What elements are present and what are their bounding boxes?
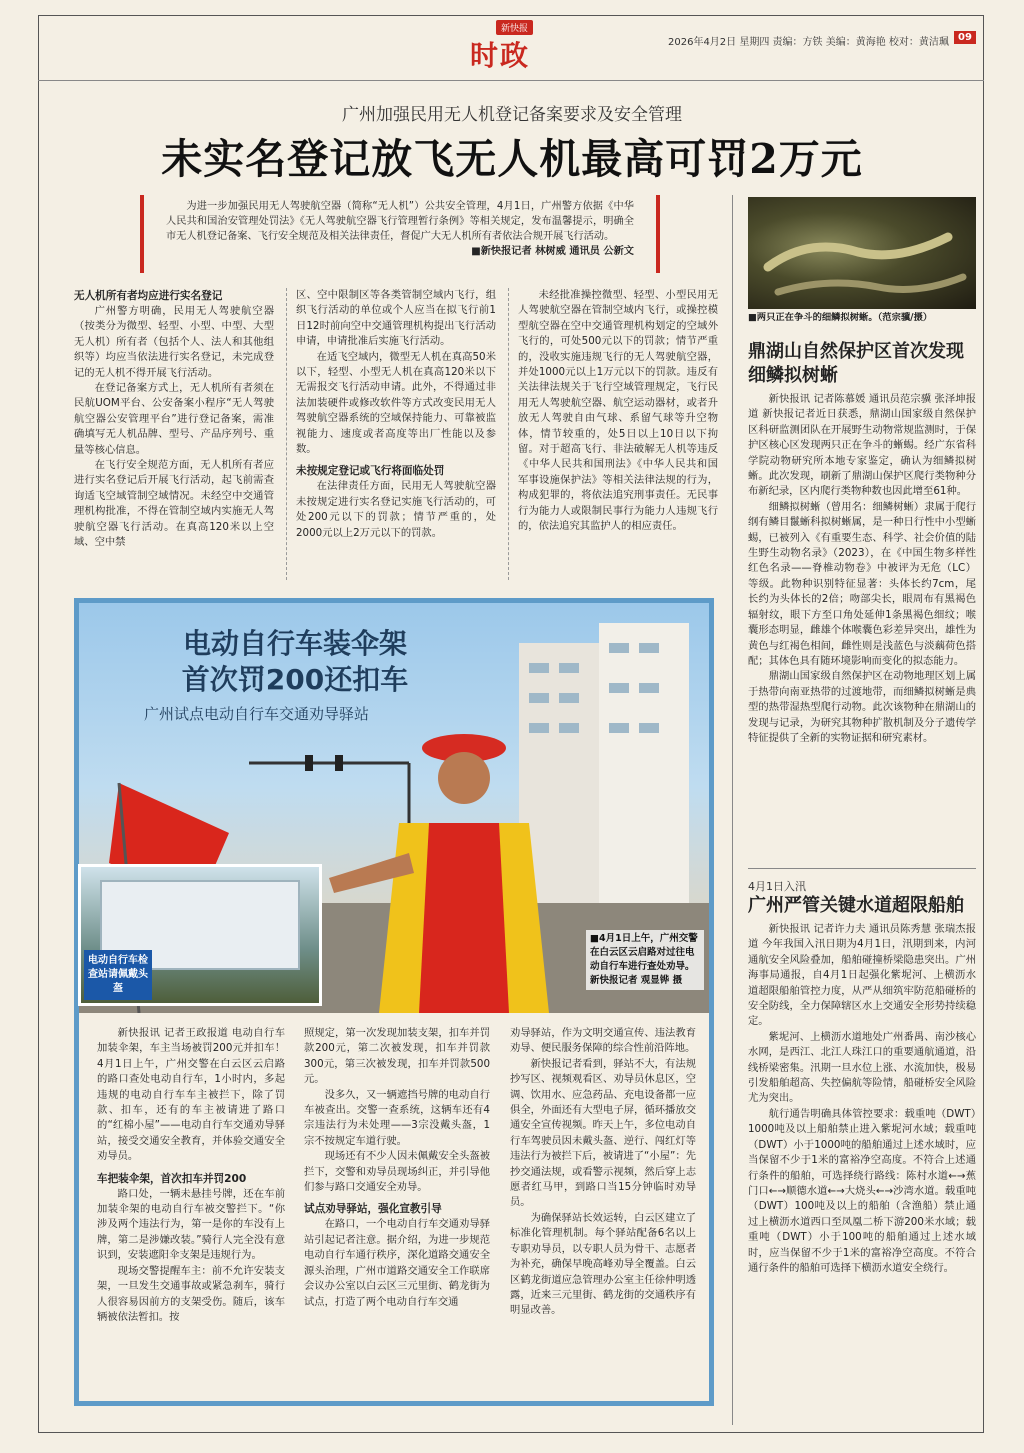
paragraph: 紫坭河、上横沥水道地处广州番禺、南沙核心水网，是西江、北江人珠江口的重要通航通道，沿线桥梁密集。汛期一旦水位上涨、水流加快，极易引发船舶超高、失控偏航等险情，船碰桥安全风险尤为突出。 (748, 1030, 976, 1105)
paragraph: 在法律责任方面，民用无人驾驶航空器未按规定进行实名登记实施飞行活动的，可处200元以下的罚款；情节严重的，处2000元以上2万元以下的罚款。 (296, 480, 496, 539)
subhead: 未按规定登记或飞行将面临处罚 (296, 465, 445, 478)
lizard-headline: 鼎湖山自然保护区首次发现细鳞拟树蜥 (748, 341, 964, 386)
right-column-rule (732, 195, 733, 1425)
waterway-headline: 广州严管关键水道超限船舶 (748, 895, 964, 916)
lead-box (140, 195, 660, 273)
paragraph: 区、空中限制区等各类管制空域内飞行，组织飞行活动的单位或个人应当在拟飞行前1日12时前向空中交通管理机构提出飞行活动申请，申请批准后实施飞行活动。 (296, 289, 496, 348)
paragraph: 新快报讯 记者许力夫 通讯员陈秀慧 张瑞杰报道 今年我国入汛日期为4月1日，汛期到来，内河通航安全风险叠加，船舶碰撞桥梁隐患突出。广州海事局通报，自4月1日起强化紫坭河、上横沥水道超限船舶管控力度，从严从细筑牢防范船碰桥的安全防线，全力保障辖区水上交通安全形势持续稳定。 (748, 923, 976, 1028)
feature-subtitle: 广州试点电动自行车交通劝导驿站 (144, 705, 370, 723)
article-column-2 (296, 288, 496, 541)
paragraph: 现场还有不少人因未佩戴安全头盔被拦下，交警和劝导员现场纠正，并引导他们参与路口交通安全劝导。 (304, 1150, 490, 1194)
subhead: 车把装伞架，首次扣车并罚200 (97, 1172, 247, 1185)
paragraph: 在飞行安全规范方面，无人机所有者应进行实名登记后开展飞行活动，起飞前需查询适飞空域管制空域情况。未经空中交通管理机构批准，不得在管制空域内实施无人驾驶航空器飞行活动。在真高120米以上空域、空中禁 (74, 459, 274, 549)
paragraph: 照规定，第一次发现加装支架，扣车并罚款200元，第二次被发现，扣车并罚款300元，第三次被发现，扣车并罚款500元。 (304, 1027, 490, 1086)
photo-caption: ■4月1日上午，广州交警在白云区云启路对过往电动自行车进行查处劝导。 新快报记者 观显铧 摄 (586, 930, 704, 990)
subhead: 试点劝导驿站，强化宣教引导 (304, 1203, 442, 1216)
article-column-1 (74, 288, 274, 551)
header-rule (38, 80, 984, 81)
waterway-kicker: 4月1日入汛 (748, 880, 806, 893)
paragraph: 航行通告明确具体管控要求：载重吨（DWT）1000吨及以上船舶禁止进入紫坭河水域；载重吨（DWT）小于1000吨的船舶通过上述水域时，应当保留不少于1米的富裕净空高度。不符合上述通行条件的船舶，可选择绕行路线：陈村水道←→蕉门口←→顺德水道←→大烧头←→沙湾水道。载重吨（DWT）100吨及以上的船舶（含渔船）禁止通过上横沥水道西口至凤凰二桥下游200米水域；载重吨（DWT）小于100吨的船舶通过上述水域时，应当保留不少于1米的富裕净空高度。不符合通行条件的船舶可选择下横沥水道安全绕行。 (748, 1107, 976, 1274)
paragraph: 在路口，一个电动自行车交通劝导驿站引起记者注意。据介绍，为进一步规范电动自行车通行秩序，深化道路交通安全源头治理，广州市道路交通安全工作联席会议办公室以白云区三元里街、鹤龙街为试点，打造了两个电动自行车交通 (304, 1218, 490, 1308)
feature-column-1 (97, 1026, 285, 1325)
issue-meta: 2026年4月2日 星期四 责编：方铁 美编：黄海艳 校对：黄洁珮 (668, 37, 949, 48)
feature-title-line1: 电动自行车装伞架 (182, 627, 407, 660)
lead-text: 为进一步加强民用无人驾驶航空器（简称“无人机”）公共安全管理，4月1日，广州警方依据《中华人民共和国治安管理处罚法》《无人驾驶航空器飞行管理暂行条例》等相关规定，发布温馨提示，明确全市无人机登记备案、飞行安全规范及相关法律责任，督促广大无人机所有者依法合规开展飞行活动。 (166, 201, 634, 242)
page-number: 09 (954, 31, 976, 44)
article-column-3 (518, 288, 718, 535)
lizard-caption: ■两只正在争斗的细鳞拟树蜥。（范宗骥/摄） (748, 312, 933, 323)
column-divider (508, 288, 509, 580)
paragraph: 劝导驿站，作为文明交通宣传、违法教育劝导、便民服务保障的综合性前沿阵地。 (510, 1027, 696, 1055)
waterway-article (748, 878, 976, 1276)
paragraph: 细鳞拟树蜥（曾用名：细鳞树蜥）隶属于爬行纲有鳞目鬣蜥科拟树蜥属，是一种日行性中小型蜥蜴，已被列入《有重要生态、科学、社会价值的陆生野生动物名录》（2023），在《中国生物多样性红色名录——脊椎动物卷》中被评为无危（LC）等级。此物种识别特征显著：头体长约7cm，尾长约为头体长的2倍；吻部尖长，眼周布有黑褐色辐射纹，眼下方至口角处延伸1条黑褐色细纹；喉囊形态明显，雌雄个体喉囊色彩差异突出，雄性为黄色与红褐色相间，雌性则是浅蓝色与淡藕荷色搭配；其体色具有随环境影响而变化的拟态能力。 (748, 500, 976, 667)
paragraph: 新快报讯 记者陈慕媛 通讯员范宗骥 张泽坤报道 新快报记者近日获悉，鼎湖山国家级自然保护区科研监测团队在开展野生动物常规监测时，于保护区核心区发现两只正在争斗的蜥蜴。经广东省科学院动物研究所本地专家鉴定，确认为细鳞拟树蜥。此次发现，刷新了鼎湖山保护区爬行类物种分布新纪录，区内爬行类物种数也因此增至61种。 (748, 393, 976, 498)
lizard-illustration (748, 197, 976, 309)
newspaper-logo: 新快报 (496, 20, 533, 35)
paragraph: 新快报讯 记者王政报道 电动自行车加装伞架，车主当场被罚200元并扣车！4月1日上午，广州交警在白云区云启路的路口查处电动自行车，1小时内，多起违规的电动自行车车主被拦下，除了罚款、扣车，还有的车主被请进了路口的“红棉小屋”——电动自行车交通劝导驿站，接受交通安全教育，并体验交通安全劝导员。 (97, 1027, 285, 1163)
paragraph: 未经批准操控微型、轻型、小型民用无人驾驶航空器在管制空域内飞行，或操控模型航空器在空中交通管理机构划定的空域外飞行的，可处500元以下的罚款；情节严重的，没收实施违规飞行的无人驾驶航空器，并处1000元以上1万元以下的罚款。违反有关法律法规关于飞行空域管理规定，飞行民用无人驾驶航空器、航空运动器材，或者升放无人驾驶自由气球、系留气球等升空物体，情节较重的，处5日以上10日以下拘留。对于超高飞行、非法破解无人机等违反《中华人民共和国刑法》《中华人民共和国军事设施保护法》等相关法律法规的行为，构成犯罪的，将依法追究刑事责任。无民事行为能力人或限制民事行为能力人违规飞行的，依法追究其监护人的相应责任。 (518, 289, 718, 533)
paragraph: 路口处，一辆未悬挂号牌，还在车前加装伞架的电动自行车被交警拦下。“你涉及两个违法行为，第一是你的车没有上牌，第二是涉嫌改装。”骑行人完全没有意识到，安装遮阳伞支架是违规行为。 (97, 1187, 285, 1262)
lizard-article (748, 392, 976, 746)
section-title: 时政 (470, 39, 531, 72)
paragraph: 没多久，又一辆遮挡号牌的电动自行车被查出。交警一查系统，这辆车还有4宗违法行为未处理——3宗没戴头盔，1宗不按规定车道行驶。 (304, 1088, 490, 1147)
paragraph: 鼎湖山国家级自然保护区在动物地理区划上属于热带向南亚热带的过渡地带，而细鳞拟树蜥是典型的热带湿热型爬行动物。此次该物种在鼎湖山的发现与记录，为研究其物种扩散机制及分子遗传学特征提供了全新的实物证据和研究素材。 (748, 670, 976, 744)
feature-column-2 (304, 1026, 490, 1310)
feature-column-3 (510, 1026, 696, 1319)
waterway-body (748, 922, 976, 1276)
column-divider (286, 288, 287, 580)
paragraph: 广州警方明确，民用无人驾驶航空器（按类分为微型、轻型、小型、中型、大型无人机）所有者（包括个人、法人和其他组织等）均应当依法进行实名登记，未完成登记的无人机不得开展飞行活动。 (74, 305, 274, 379)
paragraph: 新快报记者看到，驿站不大，有法规抄写区、视频观看区、劝导员休息区，空调、饮用水、应急药品、充电设备都一应俱全，外面还有大型电子屏，循环播放交通安全宣传视频。昨天上午，多位电动自行车驾驶员因未戴头盔、逆行、闯红灯等违法行为被拦下后，被请进了“小屋”：先抄交通法规，或看警示视频，然后穿上志愿者红马甲，到路口当15分钟临时劝导员。 (510, 1057, 696, 1209)
main-kicker: 广州加强民用无人机登记备案要求及安全管理 (342, 105, 682, 125)
feature-title-line2: 首次罚200还扣车 (181, 663, 409, 696)
right-divider (748, 868, 976, 869)
paragraph: 为确保驿站长效运转，白云区建立了标准化管理机制。每个驿站配备6名以上专职劝导员，以专职人员为骨干、志愿者为补充，确保早晚高峰劝导全覆盖。白云区鹤龙街道应急管理办公室主任徐仲明透露，近来三元里街、鹤龙街的交通秩序有明显改善。 (510, 1211, 696, 1317)
paragraph: 现场交警提醒车主：前不允许安装支架，一旦发生交通事故或紧急刹车，骑行人很容易因前方的支架受伤。随后，该车辆被依法暂扣。按 (97, 1264, 285, 1323)
station-sign: 电动自行车检查站请佩戴头盔 (84, 950, 152, 1000)
paragraph: 在登记备案方式上，无人机所有者须在民航UOM平台、公安备案小程序“无人驾驶航空器公安管理平台”进行登记备案，需准确填写无人机品牌、型号、产品序列号、重量等核心信息。 (74, 382, 274, 456)
feature-title (160, 626, 430, 698)
subhead: 无人机所有者均应进行实名登记 (74, 290, 223, 302)
lead-byline: ■新快报记者 林树威 通讯员 公新文 (471, 246, 634, 257)
lizard-photo (748, 197, 976, 309)
main-headline: 未实名登记放飞无人机最高可罚2万元 (161, 135, 863, 183)
paragraph: 在适飞空域内，微型无人机在真高50米以下，轻型、小型无人机在真高120米以下无需报交飞行活动申请。此外，不得通过非法加装硬件或修改软件等方式改变民用无人驾驶航空器系统的空域保持能力、可靠被监视能力、速度或者高度等出厂性能以及参数。 (296, 350, 496, 456)
